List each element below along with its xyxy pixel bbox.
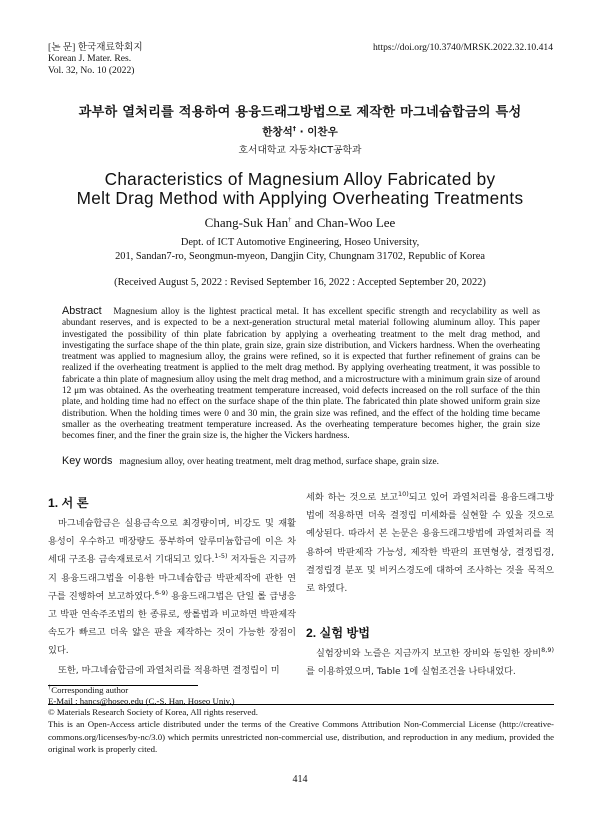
intro-paragraph-2: 또한, 마그네슘합금에 과열처리를 적용하면 결정립이 미: [58, 665, 280, 676]
abstract-label: Abstract: [62, 305, 102, 317]
citation: 10): [397, 489, 409, 498]
page-number: 414: [292, 774, 308, 785]
journal-category: [논 문] 한국재료학회지: [48, 42, 143, 53]
methods-paragraph: 실험장비와 노즐은 지금까지 보고한 장비와 동일한 장비$^{8,9)}$를 이용하였으며, Table 1에 실험조건을 나타내었다.: [306, 645, 554, 678]
copyright-line: © Materials Research Society of Korea, All rights reserved.: [48, 707, 258, 717]
received-dates: (Received August 5, 2022 : Revised September 16, 2022 : Accepted September 20, 2022): [114, 277, 486, 288]
corresponding-footnote: †Corresponding author E-Mail : hancs@hoseo.edu (C.-S. Han, Hoseo Univ.): [48, 684, 235, 706]
corresponding-mark: †: [292, 124, 296, 133]
title-english: Characteristics of Magnesium Alloy Fabricated by Melt Drag Method with Applying Overheating Treatments: [76, 169, 524, 208]
abstract: [62, 306, 540, 443]
keywords-label: Key words: [62, 455, 113, 467]
section-1-title: 1. 서 론: [48, 496, 89, 510]
journal-volume: Vol. 32, No. 10 (2022): [48, 64, 135, 76]
abstract-text: Magnesium alloy is the lightest practical metal. It has excellent specific strength and recyclability as well as abundant reserves, and is expected to be a next-generation structural metal material following aluminum alloy. This paper investigated the possibility of thin plate fabrication by applying a overheating treatment to the melt drag method, and investigating the surface shape of the thin plate, grain size, grain size distribution, and Vickers hardness. When the overheating treatment was applied to magnesium alloy, the grains were refined, so it is expected that further refinement of grains can be realized if the overheating treatment is applied to the melt drag method. By applying overheating treatment, it was possible to fabricate a thin plate of magnesium alloy using the melt drag method, and a microstructure with a minimum grain size of around 12 μm was obtained. As the overheating treatment temperature increased, void defects increased on the roll surface of the thin plate, and holding time had no effect on the surface shape of the thin plate. The fabricated thin plate showed uniform grain size distribution. When the holding times were 0 and 30 min, the grain size was refined, and the effect of the holding time became smaller as the overheating treatment temperature increased. As the overheating temperature becomes higher, the grain size becomes finer, and the finer the grain size is, the higher the Vickers hardness.: [62, 307, 540, 442]
authors-korean: 한창석† · 이찬우: [262, 124, 338, 138]
affiliation-english: Dept. of ICT Automotive Engineering, Hoseo University, 201, Sandan7-ro, Seongmun-myeon, Dangjin City, Chungnam 31702, Republic of Korea: [115, 237, 485, 262]
keywords-text: magnesium alloy, over heating treatment, melt drag method, surface shape, grain size.: [119, 457, 439, 467]
authors-english: Chang-Suk Han† and Chan-Woo Lee: [204, 215, 396, 230]
citation: 8,9): [541, 645, 554, 654]
citation: 1-5): [214, 552, 228, 561]
intro-paragraph: 마그네슘합금은 실용금속으로 최경량이며, 비강도 및 재활용성이 우수하고 매장량도 풍부하여 알루미늄합금에 이은 차세대 구조용 금속재료로서 기대되고 있다.$^{1-5)}$ 저자들은 지금까지 용융드래그법을 이용한 마그네슘합금 박판제작에 관한 연구를 진행하여 보고하였다.$^{6-9)}$ 용융드래그법은 단일 롤 급냉응고 박판 연속주조법의 한 종류로, 쌍롤법과 비교하면 박판제작 속도가 빠르고 더욱 얇은 판을 제작하는 것이 가능한 장점이 있다.: [48, 518, 297, 657]
title-korean: 과부하 열처리를 적용하여 용융드래그방법으로 제작한 마그네슘합금의 특성: [78, 105, 522, 120]
author-ko-1: 한창석: [262, 126, 293, 138]
license-text: This is an Open-Access article distributed under the terms of the Creative Commons Attribution Non-Commercial License (http://creative-commons.org/licenses/by-nc/3.0) which permits unrestricted non-commercial use, distribution, and reproduction in any medium, provided the original work is properly cited.: [48, 719, 554, 755]
section-2-title: 2. 실험 방법: [306, 626, 371, 640]
keywords: [62, 455, 540, 467]
license-rule: [48, 704, 554, 705]
affiliation-korean: 호서대학교 자동차ICT공학과: [238, 145, 362, 156]
author-ko-2: 이찬우: [307, 126, 338, 138]
journal-header: [48, 42, 143, 76]
doi-link[interactable]: https://doi.org/10.3740/MRSK.2022.32.10.414: [373, 42, 553, 53]
journal-name-en: Korean J. Mater. Res.: [48, 53, 132, 65]
corresponding-mark-en: †: [288, 216, 292, 224]
corresponding-email: E-Mail : hancs@hoseo.edu (C.-S. Han, Hoseo Univ.): [48, 696, 235, 706]
intro-continued: 세화 하는 것으로 보고$^{10)}$되고 있어 과열처리를 용융드래그방법에 적용하면 더욱 결정립 미세화를 실현할 수 있을 것으로 예상된다. 따라서 본 논문은 용융드래그방법에 과열처리를 적용하여 박판제작 가능성, 제작한 박판의 표면형상, 결정립경, 결정립경 분포 및 비커스경도에 대하여 조사하는 것을 목적으로 하였다.: [306, 489, 554, 595]
license-block: [48, 706, 554, 756]
citation: 6-9): [154, 588, 169, 597]
